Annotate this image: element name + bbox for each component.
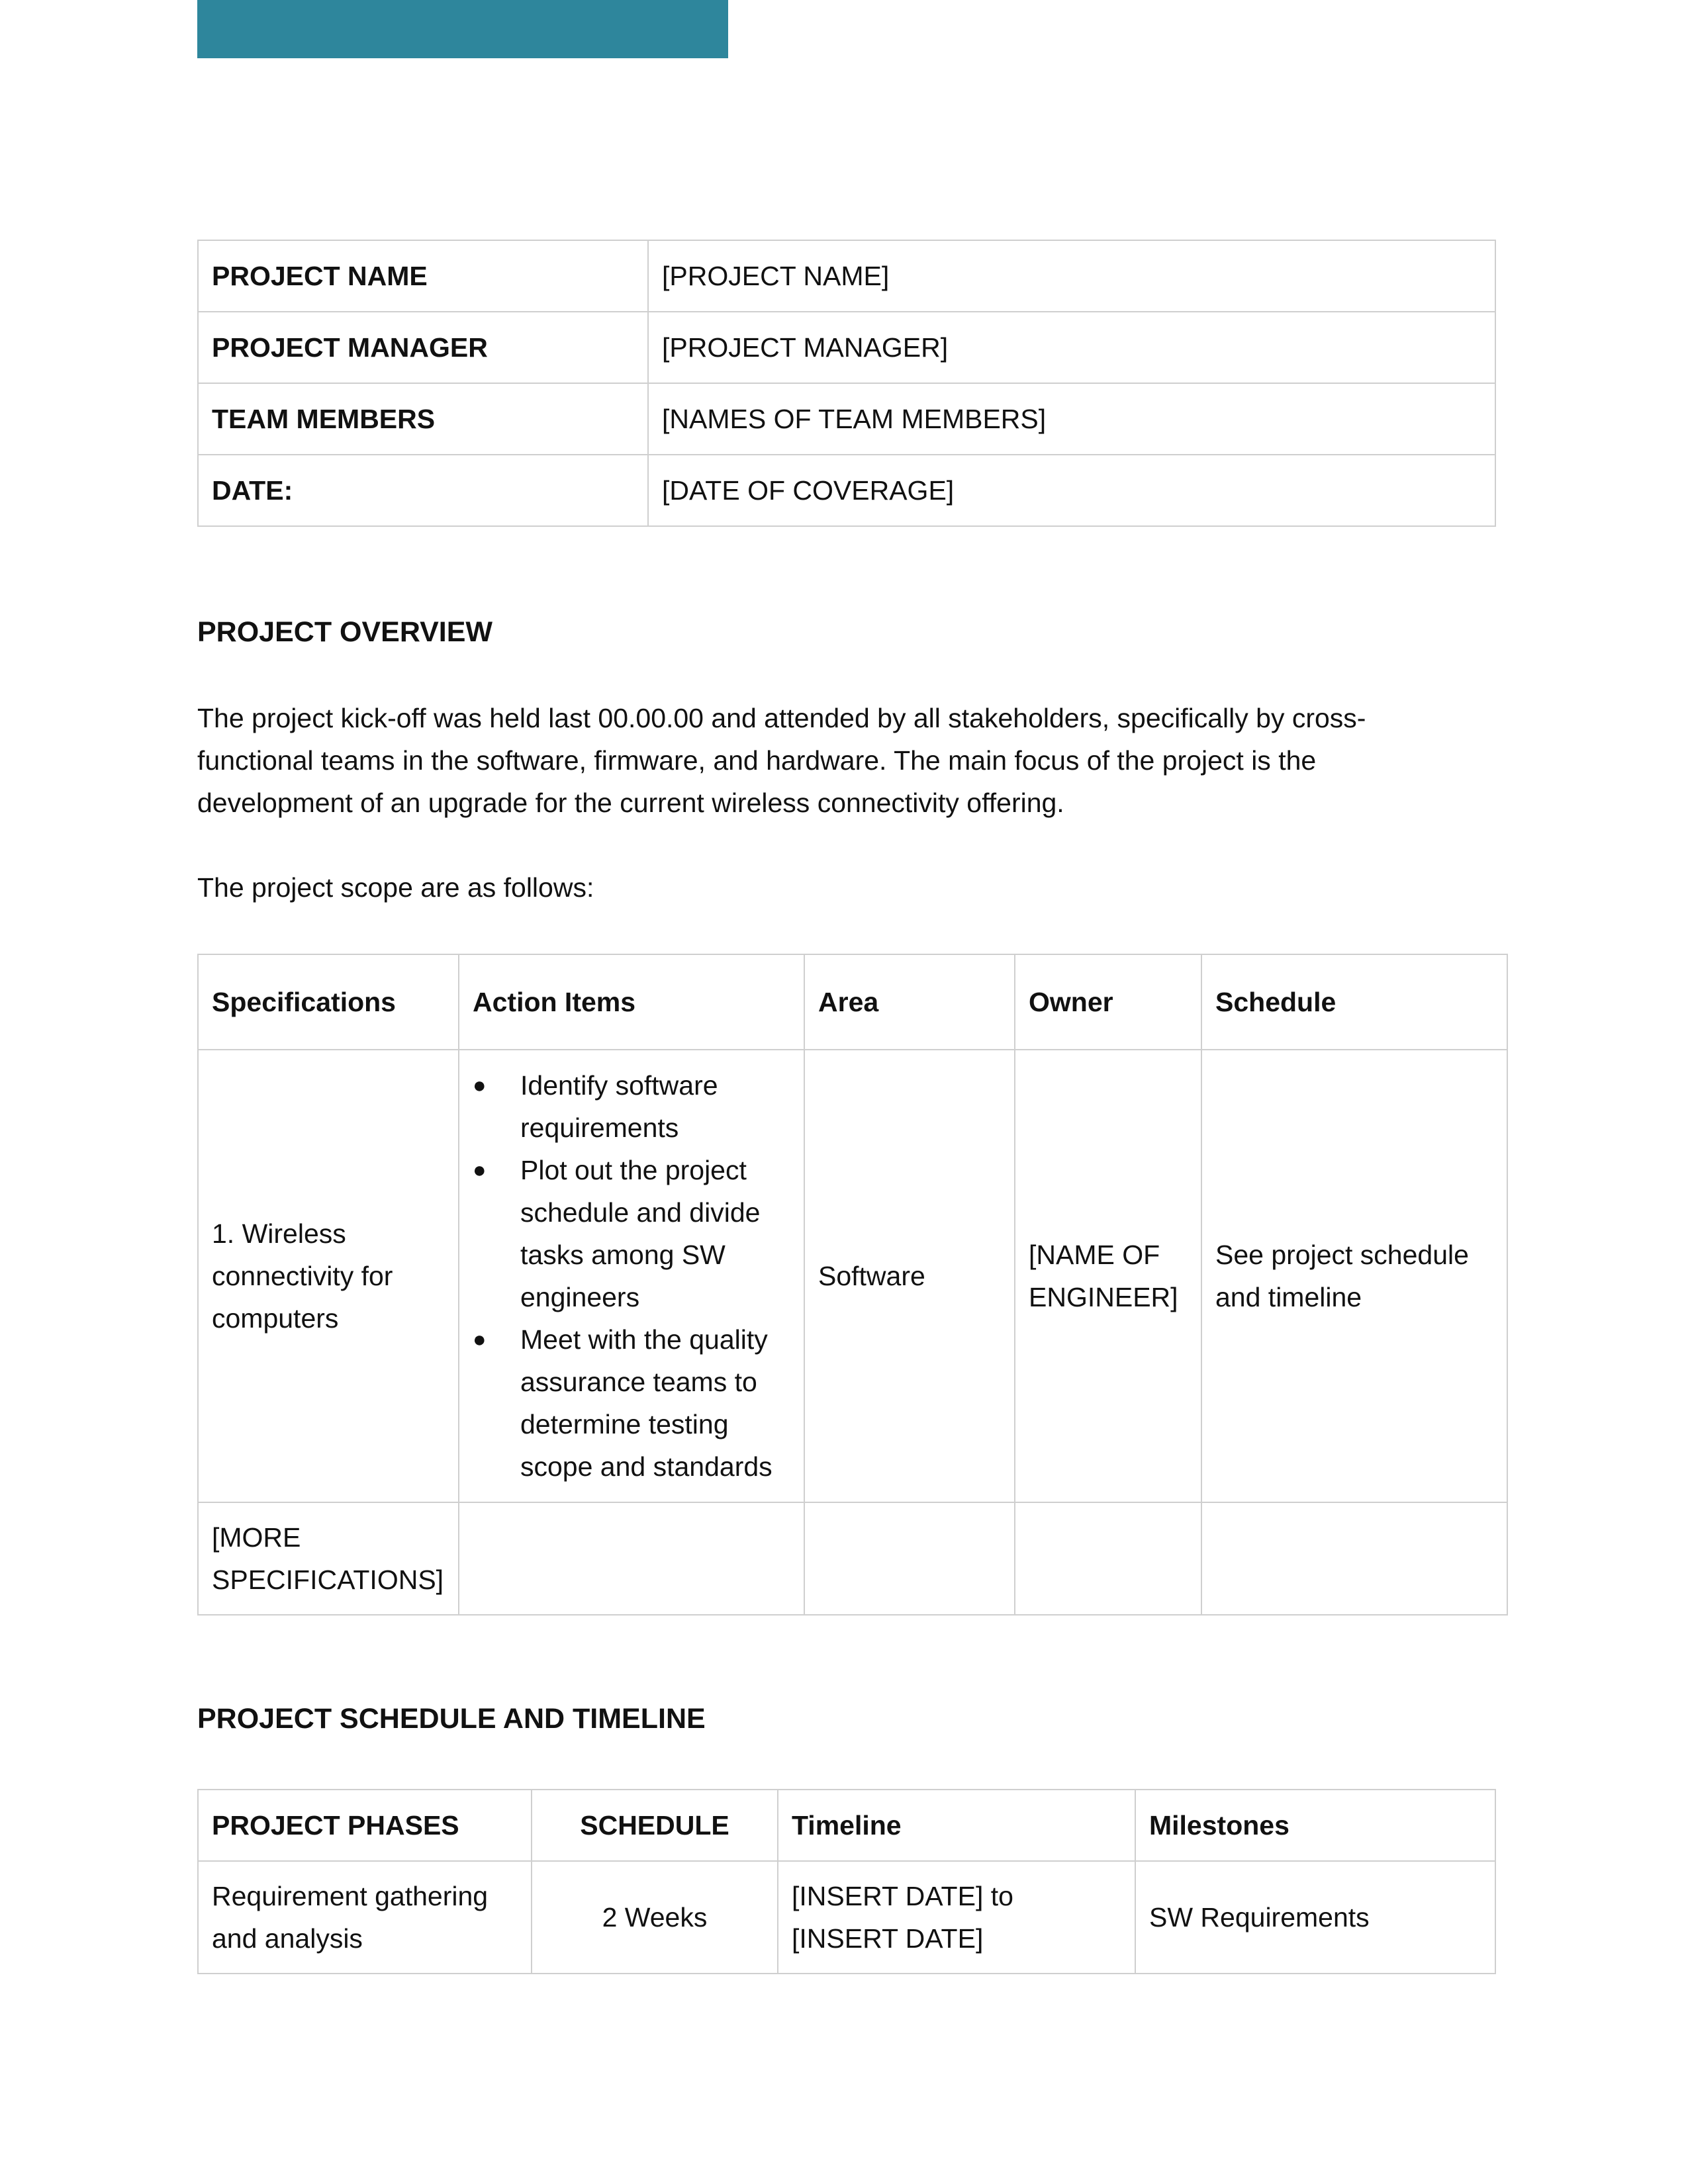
area-cell xyxy=(804,1502,1015,1615)
schedule-cell: 2 Weeks xyxy=(532,1861,778,1974)
header-project-phases: PROJECT PHASES xyxy=(198,1790,532,1861)
table-header-row xyxy=(198,1790,1495,1861)
list-item: ● Identify software requirements xyxy=(520,1064,790,1149)
action-items-list xyxy=(473,1064,790,1488)
specification-cell: [MORE SPECIFICATIONS] xyxy=(198,1502,459,1615)
action-items-cell xyxy=(459,1502,804,1615)
header-schedule: SCHEDULE xyxy=(532,1790,778,1861)
header-milestones: Milestones xyxy=(1135,1790,1495,1861)
date-label: DATE: xyxy=(198,455,648,526)
table-header-row xyxy=(198,954,1507,1050)
schedule-cell: See project schedule and timeline xyxy=(1201,1050,1507,1502)
table-row xyxy=(198,1502,1507,1615)
overview-paragraph: The project kick-off was held last 00.00.00 and attended by all stakeholders, specifically by cross-functional teams in the software, firmware, and hardware. The main focus of the project is the development of an upgrade for the current wireless connectivity offering. xyxy=(197,703,1366,818)
table-row xyxy=(198,312,1495,383)
table-row xyxy=(198,1861,1495,1974)
action-items-cell xyxy=(459,1050,804,1502)
header-accent-bar xyxy=(197,0,728,58)
header-action-items: Action Items xyxy=(459,954,804,1050)
specification-cell: 1. Wireless connectivity for computers xyxy=(198,1050,459,1502)
table-row xyxy=(198,1050,1507,1502)
schedule-timeline-heading: PROJECT SCHEDULE AND TIMELINE xyxy=(197,1703,706,1735)
team-members-value: [NAMES OF TEAM MEMBERS] xyxy=(648,383,1495,455)
table-row xyxy=(198,455,1495,526)
header-schedule: Schedule xyxy=(1201,954,1507,1050)
table-row xyxy=(198,383,1495,455)
header-area: Area xyxy=(804,954,1015,1050)
timeline-cell: [INSERT DATE] to [INSERT DATE] xyxy=(778,1861,1135,1974)
list-item: ● Plot out the project schedule and divide tasks among SW engineers xyxy=(520,1149,790,1318)
project-info-table xyxy=(197,240,1496,527)
owner-cell xyxy=(1015,1502,1201,1615)
project-name-value: [PROJECT NAME] xyxy=(648,240,1495,312)
header-owner: Owner xyxy=(1015,954,1201,1050)
project-overview-heading: PROJECT OVERVIEW xyxy=(197,616,493,648)
area-cell: Software xyxy=(804,1050,1015,1502)
list-item: ● Meet with the quality assurance teams to determine testing scope and standards xyxy=(520,1318,790,1488)
owner-cell: [NAME OF ENGINEER] xyxy=(1015,1050,1201,1502)
header-specifications: Specifications xyxy=(198,954,459,1050)
project-schedule-table xyxy=(197,1789,1496,1974)
schedule-cell xyxy=(1201,1502,1507,1615)
table-row xyxy=(198,240,1495,312)
header-timeline: Timeline xyxy=(778,1790,1135,1861)
project-scope-table xyxy=(197,954,1508,1615)
project-name-label: PROJECT NAME xyxy=(198,240,648,312)
scope-intro: The project scope are as follows: xyxy=(197,872,594,903)
project-manager-value: [PROJECT MANAGER] xyxy=(648,312,1495,383)
team-members-label: TEAM MEMBERS xyxy=(198,383,648,455)
project-manager-label: PROJECT MANAGER xyxy=(198,312,648,383)
milestone-cell: SW Requirements xyxy=(1135,1861,1495,1974)
phase-cell: Requirement gathering and analysis xyxy=(198,1861,532,1974)
date-value: [DATE OF COVERAGE] xyxy=(648,455,1495,526)
